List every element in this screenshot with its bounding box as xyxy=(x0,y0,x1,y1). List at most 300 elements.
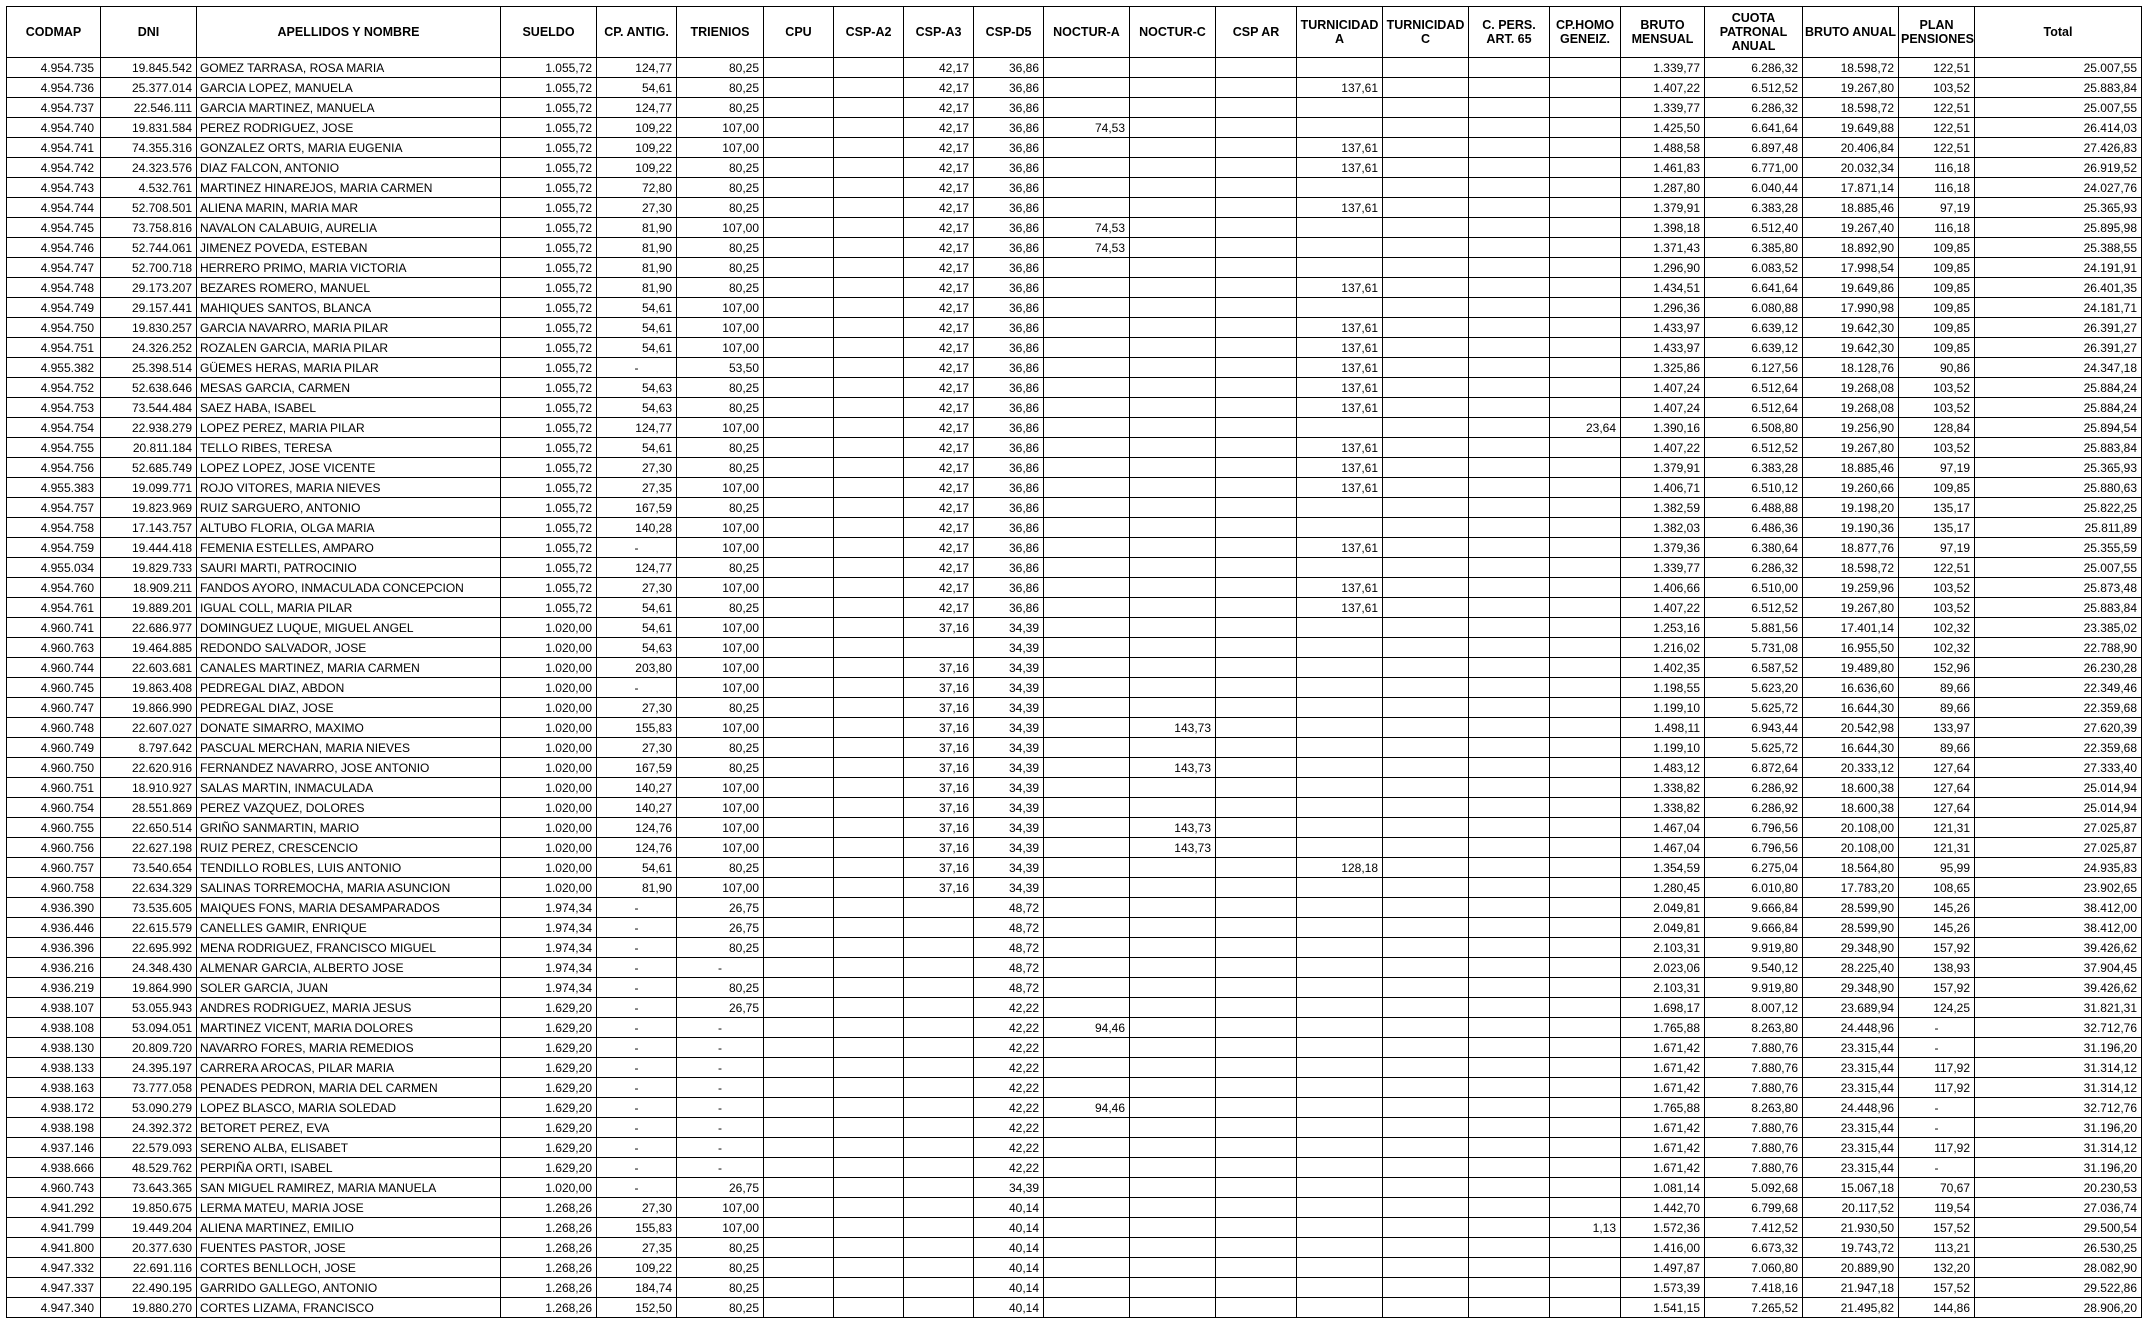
cell-cpu xyxy=(764,818,834,838)
cell-total: 25.895,98 xyxy=(1975,218,2142,238)
cell-cuota-patronal: 6.127,56 xyxy=(1705,358,1803,378)
cell-sueldo: 1.020,00 xyxy=(501,858,597,878)
cell-noctur-a xyxy=(1044,1038,1130,1058)
cell-cpu xyxy=(764,558,834,578)
cell-trienios: 107,00 xyxy=(677,418,764,438)
cell-cp-homo xyxy=(1550,838,1621,858)
cell-total: 27.025,87 xyxy=(1975,818,2142,838)
cell-noctur-c xyxy=(1130,338,1216,358)
cell-dni: 22.546.111 xyxy=(101,98,197,118)
header-dni: DNI xyxy=(101,7,197,58)
table-row xyxy=(7,298,2142,318)
cell-noctur-a xyxy=(1044,298,1130,318)
cell-bruto-mensual: 1.371,43 xyxy=(1621,238,1705,258)
cell-turnicidad-c xyxy=(1383,398,1469,418)
cell-csp-a2 xyxy=(834,198,904,218)
cell-name: MESAS GARCIA, CARMEN xyxy=(197,378,501,398)
header-bruto-mensual: BRUTO MENSUAL xyxy=(1621,7,1705,58)
table-row xyxy=(7,1118,2142,1138)
cell-trienios: 26,75 xyxy=(677,998,764,1018)
cell-cuota-patronal: 6.488,88 xyxy=(1705,498,1803,518)
cell-noctur-a xyxy=(1044,538,1130,558)
cell-bruto-anual: 19.256,90 xyxy=(1803,418,1899,438)
cell-csp-a2 xyxy=(834,1178,904,1198)
cell-cuota-patronal: 6.380,64 xyxy=(1705,538,1803,558)
cell-sueldo: 1.268,26 xyxy=(501,1198,597,1218)
cell-csp-ar xyxy=(1216,98,1297,118)
cell-csp-a2 xyxy=(834,578,904,598)
cell-trienios: 80,25 xyxy=(677,498,764,518)
cell-csp-a3 xyxy=(904,638,974,658)
cell-total: 25.894,54 xyxy=(1975,418,2142,438)
cell-csp-a3 xyxy=(904,1078,974,1098)
cell-plan-pensiones: 90,86 xyxy=(1899,358,1975,378)
cell-csp-a3 xyxy=(904,898,974,918)
cell-csp-a2 xyxy=(834,1258,904,1278)
cell-cpu xyxy=(764,118,834,138)
cell-csp-a2 xyxy=(834,238,904,258)
cell-trienios: 80,25 xyxy=(677,278,764,298)
cell-csp-ar xyxy=(1216,1118,1297,1138)
table-row xyxy=(7,438,2142,458)
cell-name: PERPIÑA ORTI, ISABEL xyxy=(197,1158,501,1178)
cell-turnicidad-a: 137,61 xyxy=(1297,358,1383,378)
cell-codmap: 4.954.756 xyxy=(7,458,101,478)
cell-bruto-mensual: 1.407,22 xyxy=(1621,438,1705,458)
cell-turnicidad-c xyxy=(1383,198,1469,218)
cell-sueldo: 1.020,00 xyxy=(501,698,597,718)
cell-csp-ar xyxy=(1216,958,1297,978)
cell-c-pers xyxy=(1469,1058,1550,1078)
cell-dni: 19.099.771 xyxy=(101,478,197,498)
cell-trienios: 107,00 xyxy=(677,478,764,498)
cell-turnicidad-c xyxy=(1383,378,1469,398)
table-row xyxy=(7,998,2142,1018)
cell-turnicidad-c xyxy=(1383,78,1469,98)
cell-cpu xyxy=(764,398,834,418)
header-cp-homo: CP.HOMO GENEIZ. xyxy=(1550,7,1621,58)
cell-plan-pensiones: 109,85 xyxy=(1899,338,1975,358)
cell-cp-antig: 54,61 xyxy=(597,598,677,618)
cell-cuota-patronal: 6.796,56 xyxy=(1705,818,1803,838)
cell-cp-antig: 54,61 xyxy=(597,298,677,318)
cell-plan-pensiones: 145,26 xyxy=(1899,918,1975,938)
cell-sueldo: 1.629,20 xyxy=(501,1078,597,1098)
cell-cuota-patronal: 6.512,64 xyxy=(1705,378,1803,398)
cell-cuota-patronal: 5.731,08 xyxy=(1705,638,1803,658)
header-c-pers: C. PERS. ART. 65 xyxy=(1469,7,1550,58)
cell-noctur-a xyxy=(1044,418,1130,438)
cell-bruto-anual: 19.267,40 xyxy=(1803,218,1899,238)
cell-csp-a3: 37,16 xyxy=(904,818,974,838)
cell-bruto-anual: 20.333,12 xyxy=(1803,758,1899,778)
cell-name: MARTINEZ HINAREJOS, MARIA CARMEN xyxy=(197,178,501,198)
cell-dni: 22.686.977 xyxy=(101,618,197,638)
table-row xyxy=(7,838,2142,858)
cell-noctur-a xyxy=(1044,978,1130,998)
cell-codmap: 4.960.743 xyxy=(7,1178,101,1198)
cell-bruto-mensual: 1.407,22 xyxy=(1621,78,1705,98)
cell-csp-d5: 36,86 xyxy=(974,58,1044,78)
cell-c-pers xyxy=(1469,898,1550,918)
cell-total: 25.883,84 xyxy=(1975,438,2142,458)
cell-total: 26.391,27 xyxy=(1975,338,2142,358)
cell-csp-a2 xyxy=(834,458,904,478)
cell-c-pers xyxy=(1469,758,1550,778)
cell-plan-pensiones: 103,52 xyxy=(1899,598,1975,618)
cell-name: BEZARES ROMERO, MANUEL xyxy=(197,278,501,298)
cell-turnicidad-a xyxy=(1297,638,1383,658)
cell-csp-d5: 36,86 xyxy=(974,278,1044,298)
cell-trienios: 26,75 xyxy=(677,898,764,918)
cell-noctur-c xyxy=(1130,438,1216,458)
table-row xyxy=(7,1278,2142,1298)
cell-noctur-a xyxy=(1044,778,1130,798)
cell-csp-a2 xyxy=(834,618,904,638)
header-csp-d5: CSP-D5 xyxy=(974,7,1044,58)
cell-turnicidad-a xyxy=(1297,418,1383,438)
cell-trienios: 80,25 xyxy=(677,158,764,178)
cell-dni: 19.880.270 xyxy=(101,1298,197,1318)
cell-csp-d5: 42,22 xyxy=(974,1058,1044,1078)
cell-total: 32.712,76 xyxy=(1975,1018,2142,1038)
cell-dni: 25.377.014 xyxy=(101,78,197,98)
cell-dni: 19.464.885 xyxy=(101,638,197,658)
cell-csp-d5: 36,86 xyxy=(974,438,1044,458)
cell-csp-d5: 36,86 xyxy=(974,338,1044,358)
cell-cp-antig: - xyxy=(597,978,677,998)
cell-plan-pensiones: 157,92 xyxy=(1899,978,1975,998)
cell-csp-d5: 36,86 xyxy=(974,398,1044,418)
cell-total: 31.314,12 xyxy=(1975,1138,2142,1158)
cell-cp-homo xyxy=(1550,298,1621,318)
cell-turnicidad-c xyxy=(1383,658,1469,678)
cell-total: 22.359,68 xyxy=(1975,738,2142,758)
cell-noctur-a xyxy=(1044,738,1130,758)
cell-name: FUENTES PASTOR, JOSE xyxy=(197,1238,501,1258)
table-row xyxy=(7,758,2142,778)
cell-turnicidad-a: 137,61 xyxy=(1297,538,1383,558)
cell-name: MENA RODRIGUEZ, FRANCISCO MIGUEL xyxy=(197,938,501,958)
cell-csp-a2 xyxy=(834,738,904,758)
cell-turnicidad-a xyxy=(1297,1078,1383,1098)
cell-csp-a2 xyxy=(834,318,904,338)
cell-dni: 53.055.943 xyxy=(101,998,197,1018)
cell-codmap: 4.960.757 xyxy=(7,858,101,878)
cell-cp-antig: - xyxy=(597,898,677,918)
cell-plan-pensiones: 122,51 xyxy=(1899,138,1975,158)
cell-csp-ar xyxy=(1216,858,1297,878)
cell-csp-ar xyxy=(1216,678,1297,698)
cell-turnicidad-c xyxy=(1383,1118,1469,1138)
cell-noctur-c xyxy=(1130,598,1216,618)
cell-csp-ar xyxy=(1216,478,1297,498)
cell-cpu xyxy=(764,678,834,698)
cell-turnicidad-a xyxy=(1297,758,1383,778)
cell-bruto-mensual: 1.698,17 xyxy=(1621,998,1705,1018)
cell-name: CORTES LIZAMA, FRANCISCO xyxy=(197,1298,501,1318)
cell-total: 25.007,55 xyxy=(1975,98,2142,118)
cell-bruto-mensual: 1.541,15 xyxy=(1621,1298,1705,1318)
cell-plan-pensiones: 103,52 xyxy=(1899,398,1975,418)
cell-dni: 73.540.654 xyxy=(101,858,197,878)
cell-codmap: 4.938.130 xyxy=(7,1038,101,1058)
cell-trienios: 107,00 xyxy=(677,878,764,898)
cell-cp-homo xyxy=(1550,1178,1621,1198)
cell-noctur-a: 74,53 xyxy=(1044,218,1130,238)
cell-sueldo: 1.020,00 xyxy=(501,718,597,738)
cell-csp-a2 xyxy=(834,178,904,198)
cell-trienios: 107,00 xyxy=(677,798,764,818)
cell-name: GARCIA MARTINEZ, MANUELA xyxy=(197,98,501,118)
cell-csp-a2 xyxy=(834,818,904,838)
cell-csp-a3 xyxy=(904,1278,974,1298)
cell-bruto-mensual: 1.402,35 xyxy=(1621,658,1705,678)
cell-bruto-mensual: 1.573,39 xyxy=(1621,1278,1705,1298)
cell-csp-a3 xyxy=(904,1058,974,1078)
cell-csp-a3 xyxy=(904,1198,974,1218)
cell-noctur-c xyxy=(1130,238,1216,258)
cell-cuota-patronal: 7.880,76 xyxy=(1705,1138,1803,1158)
cell-total: 25.883,84 xyxy=(1975,598,2142,618)
cell-total: 27.036,74 xyxy=(1975,1198,2142,1218)
cell-bruto-anual: 19.190,36 xyxy=(1803,518,1899,538)
cell-cp-homo: 1,13 xyxy=(1550,1218,1621,1238)
cell-cp-homo xyxy=(1550,178,1621,198)
cell-noctur-a xyxy=(1044,1258,1130,1278)
cell-plan-pensiones: 109,85 xyxy=(1899,298,1975,318)
cell-name: MARTINEZ VICENT, MARIA DOLORES xyxy=(197,1018,501,1038)
cell-bruto-mensual: 1.425,50 xyxy=(1621,118,1705,138)
cell-turnicidad-c xyxy=(1383,238,1469,258)
cell-turnicidad-a: 137,61 xyxy=(1297,198,1383,218)
cell-c-pers xyxy=(1469,318,1550,338)
cell-c-pers xyxy=(1469,1078,1550,1098)
cell-c-pers xyxy=(1469,838,1550,858)
cell-total: 25.014,94 xyxy=(1975,798,2142,818)
cell-noctur-c xyxy=(1130,638,1216,658)
cell-noctur-c: 143,73 xyxy=(1130,718,1216,738)
cell-cp-antig: - xyxy=(597,1018,677,1038)
cell-turnicidad-a xyxy=(1297,498,1383,518)
cell-c-pers xyxy=(1469,358,1550,378)
cell-csp-a2 xyxy=(834,778,904,798)
cell-c-pers xyxy=(1469,1158,1550,1178)
cell-csp-ar xyxy=(1216,538,1297,558)
cell-total: 23.385,02 xyxy=(1975,618,2142,638)
table-row xyxy=(7,498,2142,518)
cell-sueldo: 1.629,20 xyxy=(501,1158,597,1178)
cell-bruto-anual: 18.598,72 xyxy=(1803,98,1899,118)
cell-turnicidad-c xyxy=(1383,1138,1469,1158)
cell-name: LOPEZ BLASCO, MARIA SOLEDAD xyxy=(197,1098,501,1118)
cell-sueldo: 1.268,26 xyxy=(501,1278,597,1298)
cell-trienios: 107,00 xyxy=(677,718,764,738)
cell-csp-ar xyxy=(1216,358,1297,378)
cell-turnicidad-c xyxy=(1383,1158,1469,1178)
cell-c-pers xyxy=(1469,378,1550,398)
cell-turnicidad-a: 137,61 xyxy=(1297,438,1383,458)
cell-trienios: - xyxy=(677,1058,764,1078)
cell-dni: 19.831.584 xyxy=(101,118,197,138)
cell-bruto-anual: 19.642,30 xyxy=(1803,338,1899,358)
cell-sueldo: 1.055,72 xyxy=(501,338,597,358)
cell-bruto-mensual: 1.765,88 xyxy=(1621,1098,1705,1118)
cell-noctur-a xyxy=(1044,598,1130,618)
cell-noctur-a: 94,46 xyxy=(1044,1098,1130,1118)
cell-cp-antig: 109,22 xyxy=(597,118,677,138)
cell-bruto-mensual: 1.442,70 xyxy=(1621,1198,1705,1218)
cell-c-pers xyxy=(1469,458,1550,478)
cell-cp-antig: - xyxy=(597,958,677,978)
cell-cp-antig: 27,30 xyxy=(597,1198,677,1218)
cell-name: FEMENIA ESTELLES, AMPARO xyxy=(197,538,501,558)
cell-cp-homo xyxy=(1550,638,1621,658)
cell-plan-pensiones: 103,52 xyxy=(1899,78,1975,98)
cell-csp-a3: 37,16 xyxy=(904,838,974,858)
cell-noctur-c xyxy=(1130,418,1216,438)
cell-cpu xyxy=(764,978,834,998)
cell-cp-antig: 124,77 xyxy=(597,418,677,438)
cell-turnicidad-c xyxy=(1383,58,1469,78)
cell-noctur-a xyxy=(1044,998,1130,1018)
cell-cp-antig: 54,61 xyxy=(597,618,677,638)
cell-cpu xyxy=(764,498,834,518)
cell-trienios: - xyxy=(677,1018,764,1038)
cell-turnicidad-c xyxy=(1383,438,1469,458)
cell-csp-d5: 40,14 xyxy=(974,1218,1044,1238)
cell-name: PEDREGAL DIAZ, JOSE xyxy=(197,698,501,718)
cell-plan-pensiones: 152,96 xyxy=(1899,658,1975,678)
cell-cp-antig: 167,59 xyxy=(597,498,677,518)
cell-trienios: 107,00 xyxy=(677,538,764,558)
cell-codmap: 4.954.745 xyxy=(7,218,101,238)
cell-cp-homo xyxy=(1550,618,1621,638)
cell-trienios: 107,00 xyxy=(677,578,764,598)
cell-bruto-anual: 19.743,72 xyxy=(1803,1238,1899,1258)
cell-turnicidad-a: 137,61 xyxy=(1297,158,1383,178)
cell-codmap: 4.938.666 xyxy=(7,1158,101,1178)
cell-dni: 22.579.093 xyxy=(101,1138,197,1158)
cell-noctur-a xyxy=(1044,518,1130,538)
cell-noctur-c xyxy=(1130,78,1216,98)
cell-csp-d5: 36,86 xyxy=(974,478,1044,498)
cell-cp-antig: - xyxy=(597,1058,677,1078)
cell-turnicidad-c xyxy=(1383,778,1469,798)
cell-turnicidad-a xyxy=(1297,938,1383,958)
cell-cuota-patronal: 6.641,64 xyxy=(1705,118,1803,138)
cell-csp-ar xyxy=(1216,1058,1297,1078)
cell-csp-a3: 37,16 xyxy=(904,798,974,818)
cell-cp-homo xyxy=(1550,858,1621,878)
cell-csp-d5: 36,86 xyxy=(974,558,1044,578)
cell-cp-antig: 203,80 xyxy=(597,658,677,678)
cell-turnicidad-a xyxy=(1297,1218,1383,1238)
header-turnicidad-c: TURNICIDAD C xyxy=(1383,7,1469,58)
cell-turnicidad-c xyxy=(1383,338,1469,358)
cell-csp-d5: 34,39 xyxy=(974,878,1044,898)
cell-cuota-patronal: 9.666,84 xyxy=(1705,918,1803,938)
cell-sueldo: 1.974,34 xyxy=(501,918,597,938)
cell-trienios: 107,00 xyxy=(677,678,764,698)
cell-total: 27.426,83 xyxy=(1975,138,2142,158)
cell-cpu xyxy=(764,218,834,238)
cell-cp-antig: - xyxy=(597,1138,677,1158)
cell-cpu xyxy=(764,1058,834,1078)
table-row xyxy=(7,78,2142,98)
cell-cpu xyxy=(764,1218,834,1238)
table-row xyxy=(7,958,2142,978)
cell-noctur-c xyxy=(1130,398,1216,418)
cell-csp-a3: 42,17 xyxy=(904,378,974,398)
cell-csp-a2 xyxy=(834,998,904,1018)
table-row xyxy=(7,778,2142,798)
cell-c-pers xyxy=(1469,1298,1550,1318)
cell-bruto-mensual: 1.339,77 xyxy=(1621,98,1705,118)
cell-sueldo: 1.020,00 xyxy=(501,778,597,798)
cell-sueldo: 1.629,20 xyxy=(501,1118,597,1138)
cell-noctur-c xyxy=(1130,618,1216,638)
cell-cp-antig: 109,22 xyxy=(597,1258,677,1278)
cell-trienios: 80,25 xyxy=(677,238,764,258)
cell-noctur-a xyxy=(1044,1058,1130,1078)
cell-cp-homo xyxy=(1550,1078,1621,1098)
cell-cpu xyxy=(764,518,834,538)
cell-turnicidad-a xyxy=(1297,838,1383,858)
cell-turnicidad-c xyxy=(1383,738,1469,758)
header-csp-a2: CSP-A2 xyxy=(834,7,904,58)
cell-noctur-c xyxy=(1130,958,1216,978)
cell-turnicidad-c xyxy=(1383,358,1469,378)
cell-noctur-a xyxy=(1044,1118,1130,1138)
cell-noctur-a xyxy=(1044,638,1130,658)
cell-codmap: 4.960.755 xyxy=(7,818,101,838)
cell-name: SAURI MARTI, PATROCINIO xyxy=(197,558,501,578)
cell-total: 25.883,84 xyxy=(1975,78,2142,98)
cell-turnicidad-c xyxy=(1383,858,1469,878)
cell-turnicidad-c xyxy=(1383,938,1469,958)
cell-cpu xyxy=(764,938,834,958)
cell-csp-d5: 36,86 xyxy=(974,118,1044,138)
cell-codmap: 4.947.337 xyxy=(7,1278,101,1298)
cell-cp-homo xyxy=(1550,118,1621,138)
cell-name: GÜEMES HERAS, MARIA PILAR xyxy=(197,358,501,378)
cell-bruto-mensual: 1.416,00 xyxy=(1621,1238,1705,1258)
cell-noctur-c xyxy=(1130,978,1216,998)
payroll-sheet xyxy=(6,6,2142,1318)
cell-csp-a2 xyxy=(834,558,904,578)
cell-cuota-patronal: 6.383,28 xyxy=(1705,198,1803,218)
cell-noctur-c xyxy=(1130,198,1216,218)
cell-trienios: 80,25 xyxy=(677,758,764,778)
cell-c-pers xyxy=(1469,218,1550,238)
cell-dni: 52.744.061 xyxy=(101,238,197,258)
cell-csp-a2 xyxy=(834,258,904,278)
cell-cp-homo xyxy=(1550,918,1621,938)
cell-c-pers xyxy=(1469,78,1550,98)
cell-bruto-anual: 19.198,20 xyxy=(1803,498,1899,518)
cell-turnicidad-c xyxy=(1383,1078,1469,1098)
cell-plan-pensiones: 95,99 xyxy=(1899,858,1975,878)
cell-cp-homo xyxy=(1550,1138,1621,1158)
table-row xyxy=(7,1198,2142,1218)
cell-bruto-mensual: 1.572,36 xyxy=(1621,1218,1705,1238)
cell-plan-pensiones: 113,21 xyxy=(1899,1238,1975,1258)
cell-dni: 52.685.749 xyxy=(101,458,197,478)
table-row xyxy=(7,398,2142,418)
table-row xyxy=(7,198,2142,218)
cell-cpu xyxy=(764,778,834,798)
